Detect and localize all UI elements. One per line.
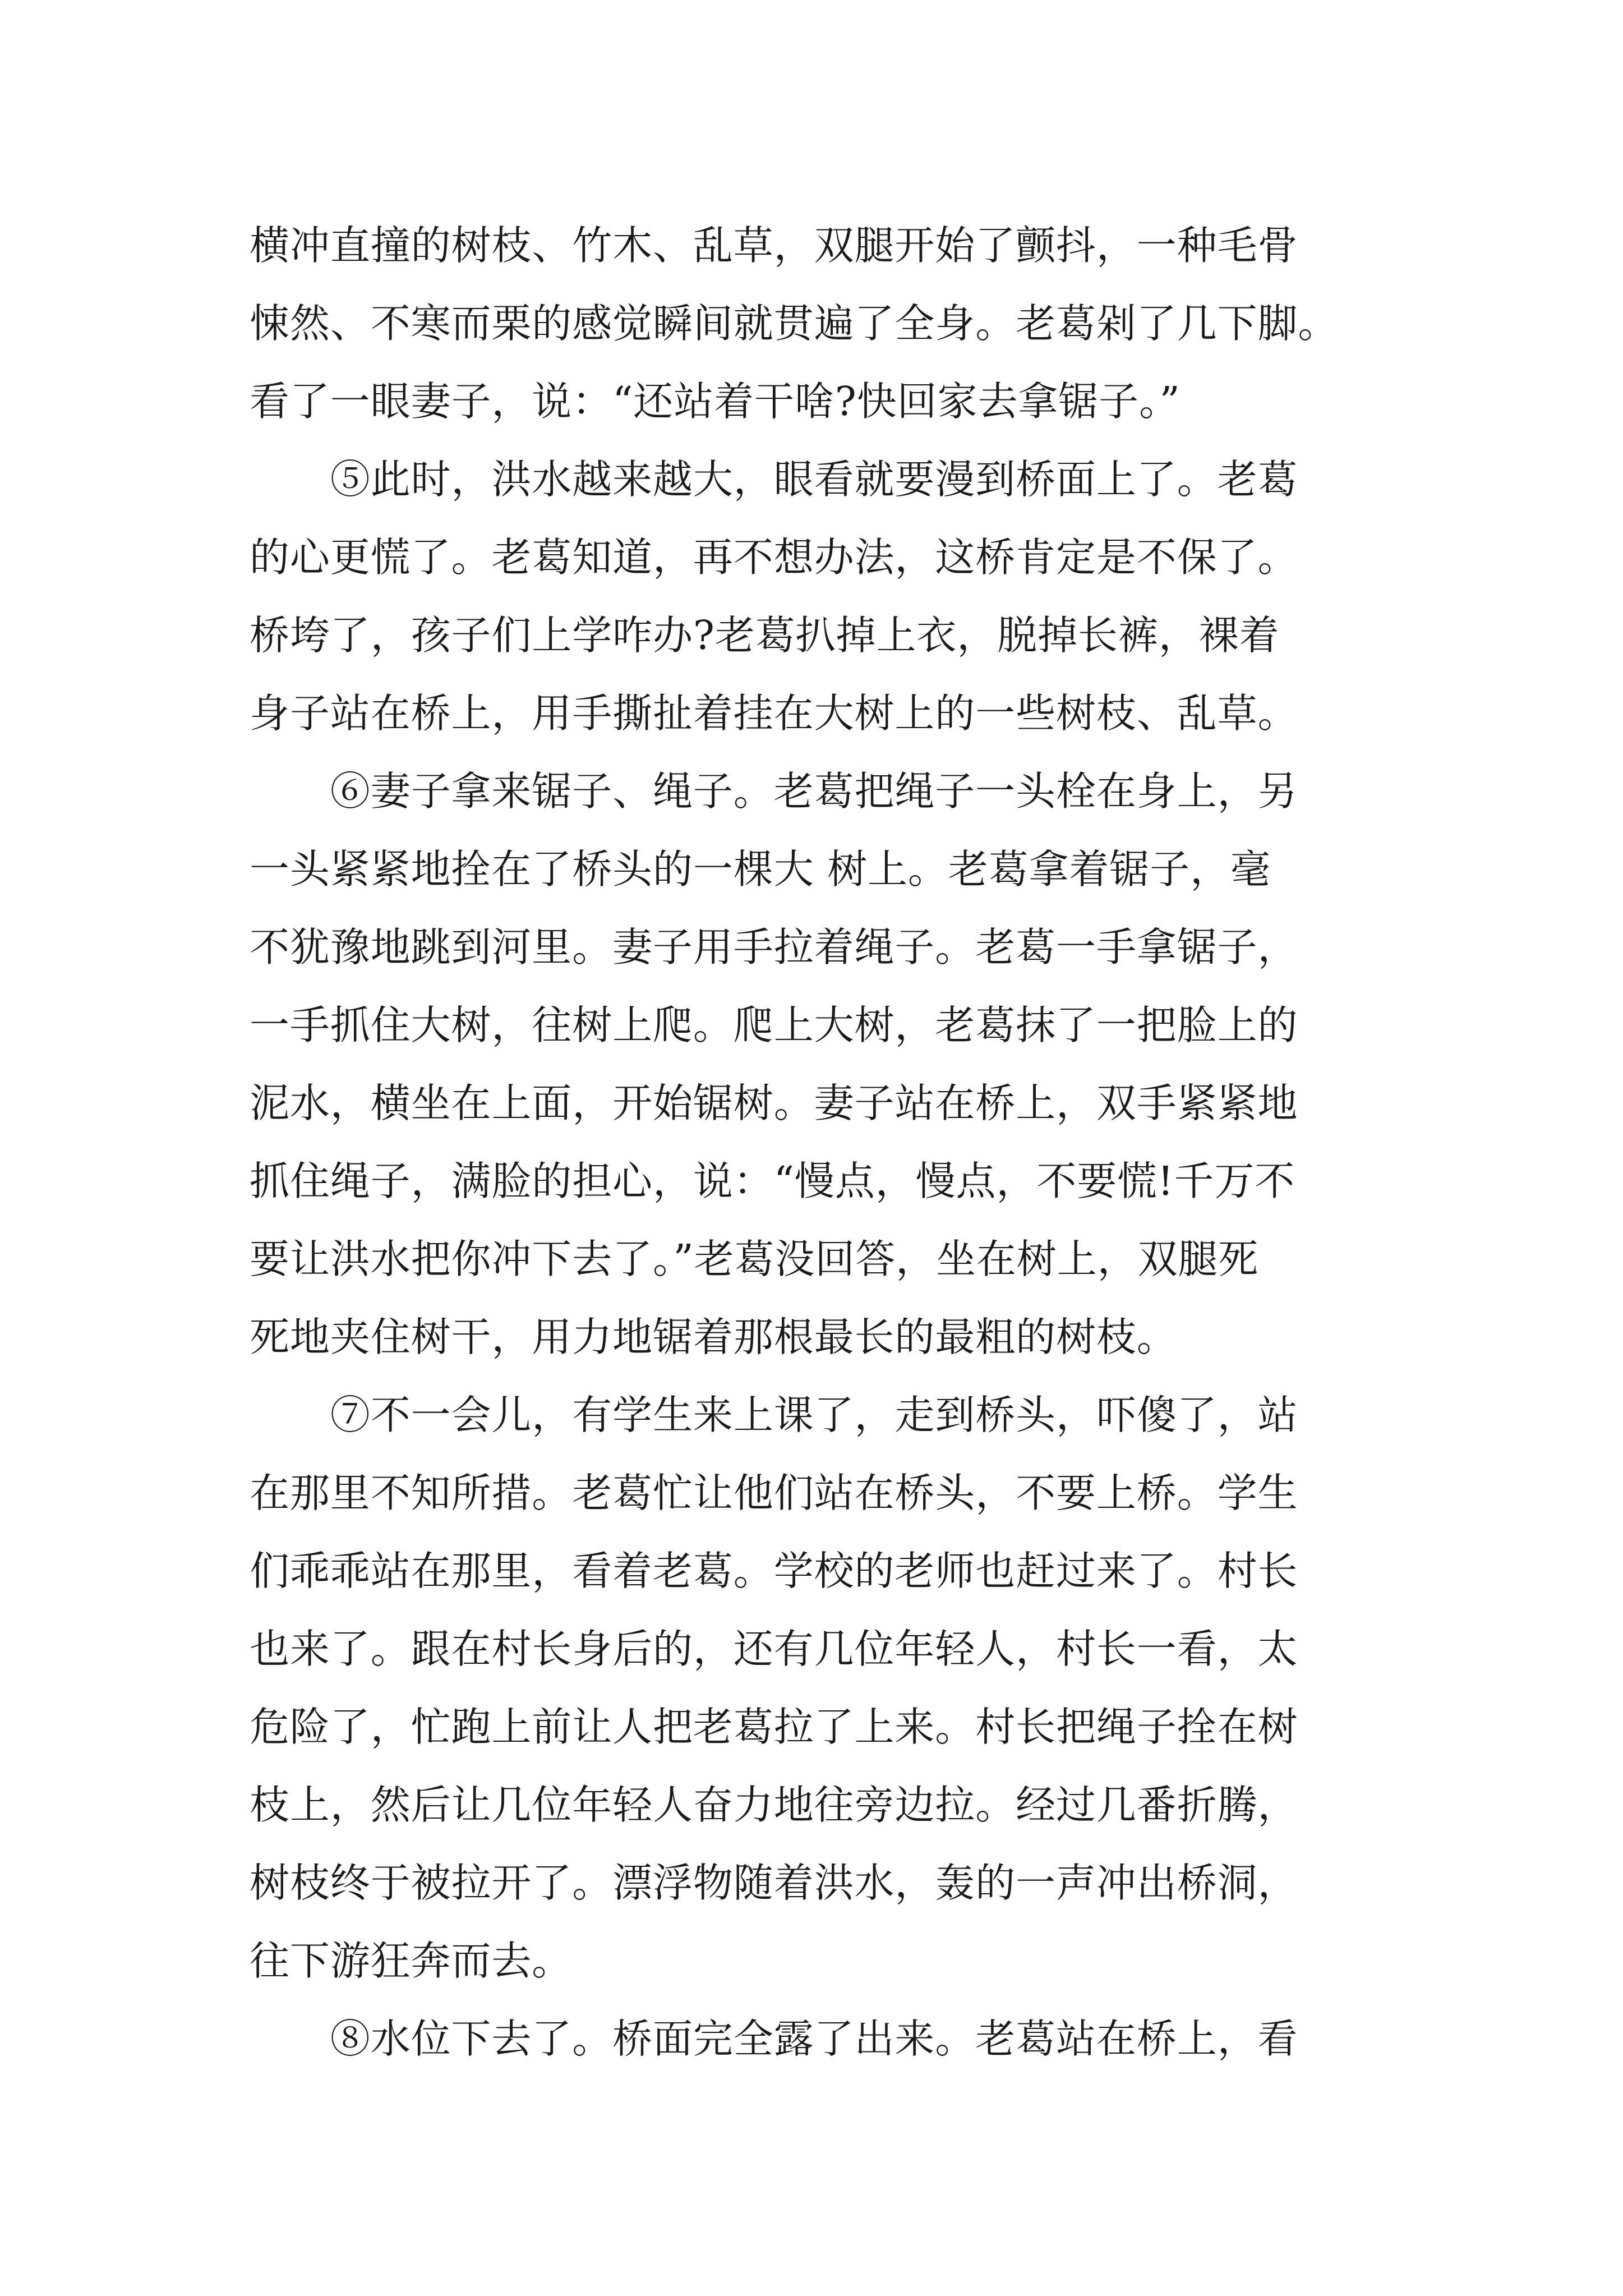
text-line: 枝上，然后让几位年轻人奋力地往旁边拉。经过几番折腾， [250, 1782, 1298, 1828]
text-line: 桥垮了，孩子们上学咋办?老葛扒掉上衣，脱掉长裤，裸着 [250, 612, 1280, 659]
text-line: 树枝终于被拉开了。漂浮物随着洪水，轰的一声冲出桥洞， [250, 1860, 1298, 1906]
text-line: 不犹豫地跳到河里。妻子用手拉着绳子。老葛一手拿锯子， [250, 924, 1298, 970]
text-line: 悚然、不寒而栗的感觉瞬间就贯遍了全身。老葛剁了几下脚。 [250, 300, 1339, 347]
paragraph-7-start: ⑦不一会儿，有学生来上课了，走到桥头，吓傻了，站 [250, 1392, 1298, 1438]
text-line: 抓住绳子，满脸的担心，说：“慢点，慢点，不要慌!千万不 [250, 1158, 1295, 1204]
text-line: 一手抓住大树，往树上爬。爬上大树，老葛抹了一把脸上的 [250, 1002, 1298, 1048]
text-line: 横冲直撞的树枝、竹木、乱草，双腿开始了颤抖，一种毛骨 [250, 222, 1298, 269]
text-line: 泥水，横坐在上面，开始锯树。妻子站在桥上，双手紧紧地 [250, 1080, 1298, 1126]
text-line: 危险了，忙跑上前让人把老葛拉了上来。村长把绳子拴在树 [250, 1704, 1298, 1750]
text-line: 一头紧紧地拴在了桥头的一棵大 树上。老葛拿着锯子，毫 [250, 846, 1271, 892]
paragraph-6-start: ⑥妻子拿来锯子、绳子。老葛把绳子一头栓在身上，另 [250, 768, 1298, 815]
text-line: 们乖乖站在那里，看着老葛。学校的老师也赶过来了。村长 [250, 1548, 1298, 1594]
text-line: 在那里不知所措。老葛忙让他们站在桥头，不要上桥。学生 [250, 1470, 1298, 1516]
text-line: 也来了。跟在村长身后的，还有几位年轻人，村长一看，太 [250, 1626, 1298, 1672]
text-line: 要让洪水把你冲下去了。”老葛没回答，坐在树上，双腿死 [250, 1236, 1259, 1282]
paragraph-5-start: ⑤此时，洪水越来越大，眼看就要漫到桥面上了。老葛 [250, 456, 1298, 503]
text-line: 往下游狂奔而去。 [250, 1938, 573, 1984]
body-text [250, 206, 1394, 2078]
text-line: 死地夹住树干，用力地锯着那根最长的最粗的树枝。 [250, 1314, 1177, 1360]
text-line: 身子站在桥上，用手撕扯着挂在大树上的一些树枝、乱草。 [250, 690, 1298, 737]
paragraph-8-start: ⑧水位下去了。桥面完全露了出来。老葛站在桥上，看 [250, 2016, 1298, 2062]
text-line: 看了一眼妻子，说：“还站着干啥?快回家去拿锯子。” [250, 378, 1181, 425]
text-line: 的心更慌了。老葛知道，再不想办法，这桥肯定是不保了。 [250, 534, 1298, 581]
